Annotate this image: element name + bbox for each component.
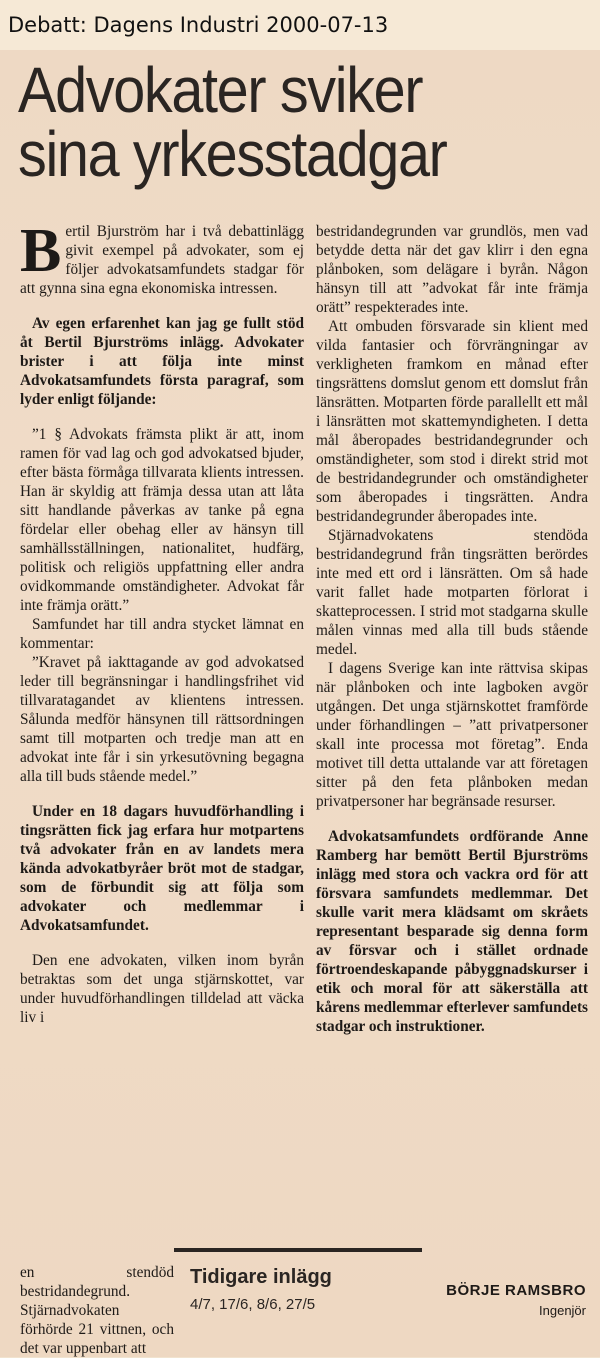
headline-line-2: sina yrkesstadgar [18, 118, 447, 190]
paragraph-2: Samfundet har till andra stycket lämnat en kommentar: [20, 616, 304, 652]
previous-posts-title: Tidigare inlägg [190, 1266, 332, 1288]
headline [18, 54, 531, 190]
previous-posts-box [174, 1248, 422, 1356]
right-paragraph-4: I dagens Sverige kan inte rättvisa skipas när plånboken och inte lagboken avgör utgången. Det unga stjärnskottet framförde under förhandlingen – ”att privatpersoner skall inte processa mot företag”. Enda motivet till detta uttalande var att företagen sitter på den feta plånboken medan privatpersoner har begränsade resurser. [316, 660, 588, 810]
headline-line-1: Advokater sviker [18, 54, 423, 126]
quote-paragraph-2: ”Kravet på iakttagande av god advokatsed leder till begränsningar i handlingsfrihet vid tillvaratagandet av klientens intressen. Sålunda medför hänsynen till rättsordningen samt till motparten och tredje man att en advokat inte får i sin yrkesutövning begagna alla till buds stående medel.” [20, 654, 304, 785]
right-paragraph-2: Att ombuden försvarade sin klient med vilda fantasier och förvrängningar av verkligheten framkom en månad efter tingsrättens domslut genom ett domslut från länsrätten. Motparten förde parallellt ett mål i länsrätten mot skattemyndigheten. I detta mål åberopades bestridandegrunder och omständigheter, som stod i direkt strid mot de bestridandegrunder och omständigheter som åberopades i tingsrätten. Andra bestridandegrunder åberopades inte. [316, 318, 588, 525]
previous-posts-dates: 4/7, 17/6, 8/6, 27/5 [190, 1296, 316, 1313]
dropcap: B [20, 217, 62, 285]
bold-paragraph-2: Under en 18 dagars huvudförhandling i tingsrätten fick jag erfara hur motpartens två advokater från en av landets mera kända advokatbyråer bröt mot de stadgar, som de förbundit sig att följa som advokater och medlemmar i Advokatsamfundet. [20, 803, 304, 934]
right-bold-paragraph: Advokatsamfundets ordförande Anne Ramberg har bemött Bertil Bjurströms inlägg med stora och vackra ord för att försvara samfundets medlemmar. Det skulle varit mera klädsamt om skråets representant besparade sig denna form av försvar och i stället ordnade förtroendeskapande påbyggnadskurser i etik och moral för att säkerställa att kårens medlemmar efterlever samfundets stadgar och instruktioner. [316, 828, 588, 1035]
bold-paragraph-1: Av egen erfarenhet kan jag ge fullt stöd åt Bertil Bjurströms inlägg. Advokater brister i att följa inte minst Advokatsamfundets första paragraf, som lyder enligt följande: [20, 315, 304, 408]
left-column-continuation: en stendöd bestridandegrund. Stjärnadvokaten förhörde 21 vittnen, och det var uppenbart att [20, 1264, 174, 1357]
left-column [20, 217, 304, 1027]
quote-paragraph-1: ”1 § Advokats främsta plikt är att, inom ramen för vad lag och god advokatsed bjuder, efter bästa förmåga tillvarata klients intressen. Han är skyldig att främja dessa utan att låta sitt handlande påverkas av tanke på egna fördelar eller obehag eller av hänsyn till samhällsställningen, nationalitet, hudfärg, politisk och religiös uppfattning eller andra ovidkommande omständigheter. Advokat får inte främja orätt.” [20, 426, 304, 614]
intro-paragraph: Bertil Bjurström har i två debattinlägg givit exempel på advokater, som ej följer advokatsamfundets stadgar för att gynna sina egna ekonomiska intressen. [20, 217, 304, 297]
author-byline [446, 1282, 586, 1318]
right-column [316, 222, 588, 1036]
paragraph-3: Den ene advokaten, vilken inom byrån betraktas som det unga stjärnskottet, var under huvudförhandlingen tilldelad att väcka liv i [20, 952, 304, 1026]
newspaper-clipping [0, 50, 600, 1357]
right-paragraph-1: bestridandegrunden var grundlös, men vad betydde detta när det gav klirr i den egna plånboken, som delägare i byrån. Någon hänsyn till att ”advokat får inte främja orätt” respekterades inte. [316, 223, 588, 316]
right-paragraph-3: Stjärnadvokatens stendöda bestridandegrund från tingsrätten berördes inte med ett ord i länsrätten. Om så hade varit fallet hade motparten förlorat i skatteprocessen. I strid mot stadgarna skulle målen vinnas med alla till buds stående medel. [316, 527, 588, 658]
author-name: BÖRJE RAMSBRO [446, 1282, 586, 1299]
page-caption: Debatt: Dagens Industri 2000-07-13 [0, 0, 600, 50]
author-role: Ingenjör [539, 1303, 586, 1318]
